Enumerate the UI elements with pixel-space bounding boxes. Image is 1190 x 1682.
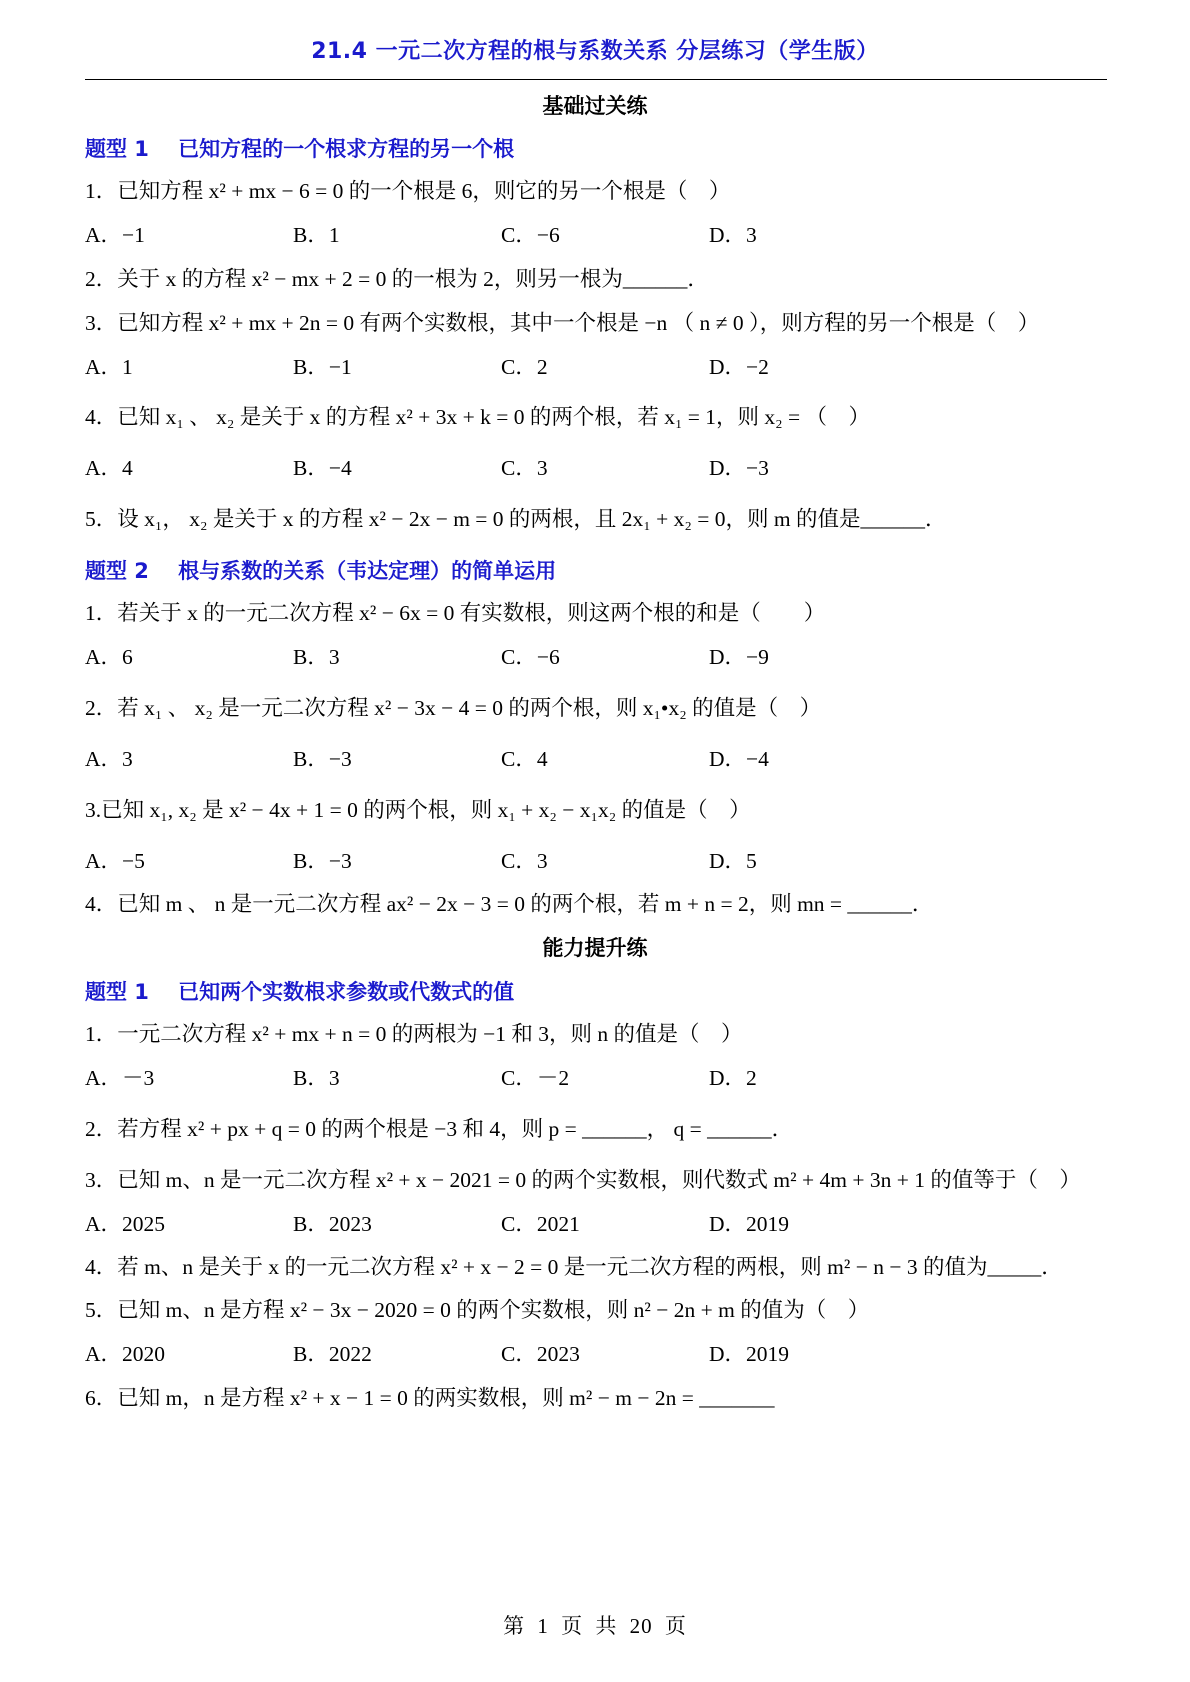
- option-b: B．3: [293, 1066, 340, 1090]
- option-d: D．−2: [709, 355, 769, 379]
- section-heading-basic: 基础过关练: [542, 94, 648, 118]
- question-text: 4．已知 x₁ 、 x₂ 是关于 x 的方程 x² + 3x + k = 0 的两个根，若 x₁ = 1，则 x₂ = （ ）: [85, 405, 871, 429]
- option-c: C．3: [501, 456, 548, 480]
- option-a: A．−5: [85, 849, 145, 873]
- option-d: D．3: [709, 223, 757, 247]
- option-c: C．4: [501, 747, 548, 771]
- answer-options: [85, 846, 985, 876]
- option-d: D．2019: [709, 1212, 790, 1236]
- option-d: D．−3: [709, 456, 769, 480]
- option-d: D．−4: [709, 747, 769, 771]
- option-b: B．3: [293, 645, 340, 669]
- option-b: B．−1: [293, 355, 352, 379]
- question-type-heading: 题型 2 根与系数的关系（韦达定理）的简单运用: [85, 559, 557, 583]
- title-divider: [85, 79, 1107, 80]
- option-c: C．2023: [501, 1342, 580, 1366]
- answer-options: [85, 352, 985, 382]
- option-c: C．－2: [501, 1066, 570, 1090]
- option-b: B．2022: [293, 1342, 372, 1366]
- option-c: C．2021: [501, 1212, 580, 1236]
- page-number-footer: 第 1 页 共 20 页: [503, 1614, 687, 1638]
- answer-options: [85, 1339, 985, 1369]
- option-b: B．−3: [293, 849, 352, 873]
- option-a: A．4: [85, 456, 133, 480]
- answer-options: [85, 744, 985, 774]
- section-heading-advanced: 能力提升练: [542, 936, 648, 960]
- option-a: A．2025: [85, 1212, 166, 1236]
- question-text: 5．已知 m、n 是方程 x² − 3x − 2020 = 0 的两个实数根，则 n² − 2n + m 的值为（ ）: [85, 1298, 870, 1322]
- question-text: 4．已知 m 、 n 是一元二次方程 ax² − 2x − 3 = 0 的两个根，若 m + n = 2，则 mn = ______．: [85, 892, 934, 916]
- option-b: B．−4: [293, 456, 352, 480]
- option-b: B．2023: [293, 1212, 372, 1236]
- question-text: 2．若 x₁ 、 x₂ 是一元二次方程 x² − 3x − 4 = 0 的两个根，则 x₁•x₂ 的值是（ ）: [85, 696, 822, 720]
- option-a: A．2020: [85, 1342, 166, 1366]
- option-d: D．2019: [709, 1342, 790, 1366]
- answer-options: [85, 453, 985, 483]
- question-text: 2．若方程 x² + px + q = 0 的两个根是 −3 和 4，则 p = ______， q = ______．: [85, 1117, 794, 1141]
- option-c: C．−6: [501, 645, 560, 669]
- option-c: C．2: [501, 355, 548, 379]
- option-a: A．−1: [85, 223, 145, 247]
- option-b: B．1: [293, 223, 340, 247]
- question-text: 1．已知方程 x² + mx − 6 = 0 的一个根是 6，则它的另一个根是（ ）: [85, 179, 731, 203]
- question-text: 2．关于 x 的方程 x² − mx + 2 = 0 的一根为 2，则另一根为______．: [85, 267, 709, 291]
- question-text: 3．已知 m、n 是一元二次方程 x² + x − 2021 = 0 的两个实数根，则代数式 m² + 4m + 3n + 1 的值等于（ ）: [85, 1168, 1081, 1192]
- option-d: D．5: [709, 849, 757, 873]
- option-a: A．3: [85, 747, 133, 771]
- question-text: 4．若 m、n 是关于 x 的一元二次方程 x² + x − 2 = 0 是一元二次方程的两根，则 m² − n − 3 的值为_____．: [85, 1255, 1063, 1279]
- option-d: D．2: [709, 1066, 757, 1090]
- question-text: 1．若关于 x 的一元二次方程 x² − 6x = 0 有实数根，则这两个根的和是（ ）: [85, 601, 826, 625]
- option-c: C．3: [501, 849, 548, 873]
- answer-options: [85, 1063, 985, 1093]
- question-text: 6．已知 m，n 是方程 x² + x − 1 = 0 的两实数根，则 m² − m − 2n = _______: [85, 1386, 775, 1410]
- answer-options: [85, 220, 985, 250]
- question-type-heading: 题型 1 已知两个实数根求参数或代数式的值: [85, 980, 515, 1004]
- answer-options: [85, 642, 985, 672]
- question-type-heading: 题型 1 已知方程的一个根求方程的另一个根: [85, 137, 515, 161]
- option-a: A．－3: [85, 1066, 155, 1090]
- document-title: 21.4 一元二次方程的根与系数关系 分层练习（学生版）: [311, 39, 879, 64]
- answer-options: [85, 1209, 985, 1239]
- option-b: B．−3: [293, 747, 352, 771]
- question-text: 5．设 x₁， x₂ 是关于 x 的方程 x² − 2x − m = 0 的两根，且 2x₁ + x₂ = 0，则 m 的值是______．: [85, 507, 947, 531]
- option-a: A．1: [85, 355, 133, 379]
- question-text: 3.已知 x₁, x₂ 是 x² − 4x + 1 = 0 的两个根，则 x₁ + x₂ − x₁x₂ 的值是（ ）: [85, 798, 751, 822]
- question-text: 3．已知方程 x² + mx + 2n = 0 有两个实数根，其中一个根是 −n （ n ≠ 0 ），则方程的另一个根是（ ）: [85, 311, 1040, 335]
- option-d: D．−9: [709, 645, 769, 669]
- option-a: A．6: [85, 645, 133, 669]
- question-text: 1．一元二次方程 x² + mx + n = 0 的两根为 −1 和 3，则 n 的值是（ ）: [85, 1022, 743, 1046]
- option-c: C．−6: [501, 223, 560, 247]
